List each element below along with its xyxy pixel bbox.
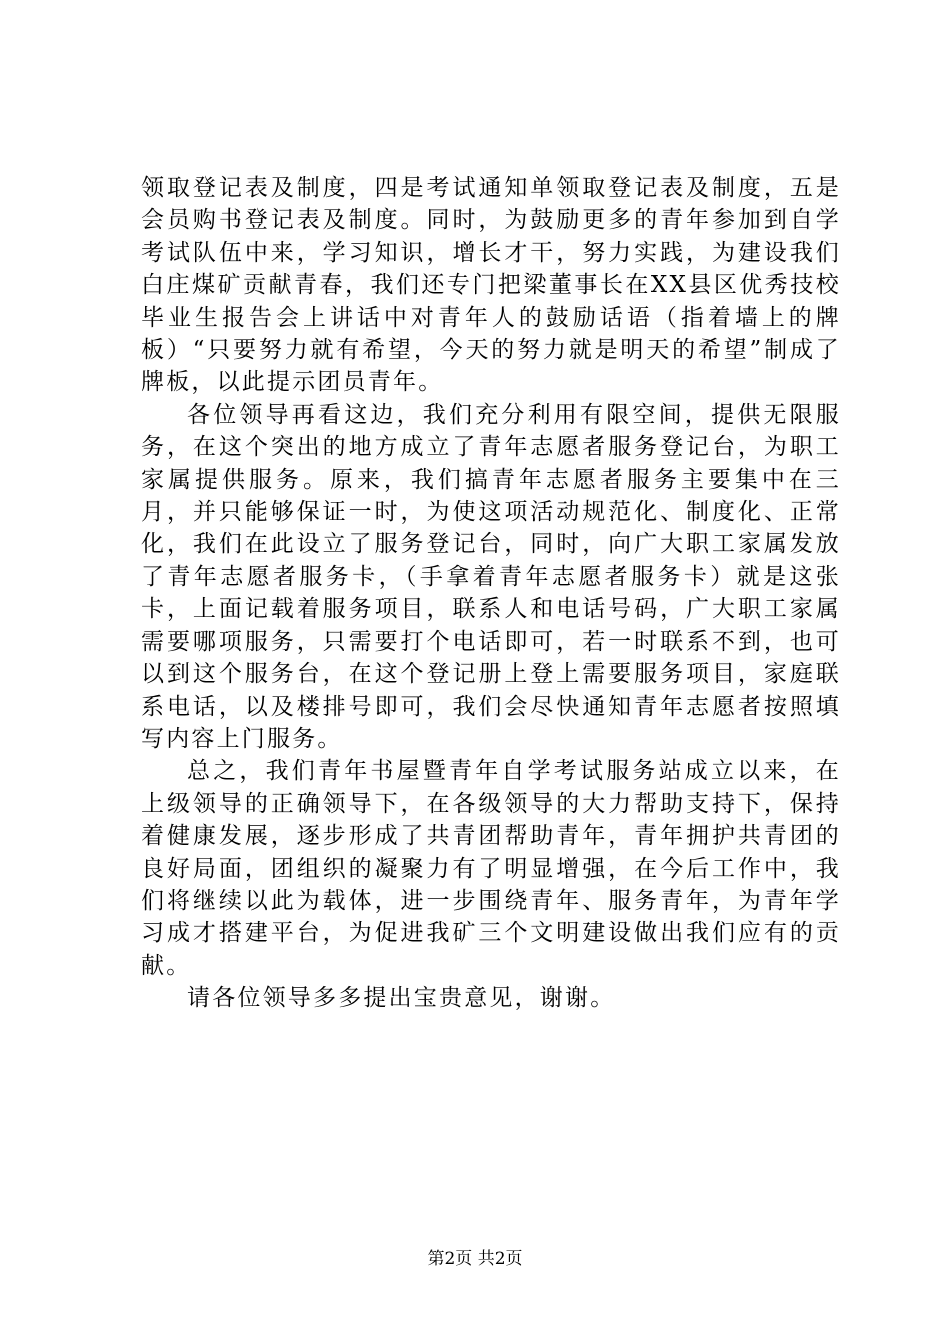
paragraph-4: 请各位领导多多提出宝贵意见，谢谢。: [187, 985, 616, 1012]
paragraph-2: 各位领导再看这边，我们充分利用有限空间，提供无限服务，在这个突出的地方成立了青年志愿者服务登记台，为职工家属提供服务。原来，我们搞青年志愿者服务主要集中在三月，并只能够保证一时，为使这项活动规范化、制度化、正常化，我们在此设立了服务登记台，同时，向广大职工家属发放了青年志愿者服务卡，（手拿着青年志愿者服务卡）就是这张卡，上面记载着服务项目，联系人和电话号码，广大职工家属需要哪项服务，只需要打个电话即可，若一时联系不到，也可以到这个服务台，在这个登记册上登上需要服务项目，家庭联系电话，以及楼排号即可，我们会尽快通知青年志愿者按照填写内容上门服务。: [141, 401, 841, 752]
document-body: [141, 172, 841, 1015]
paragraph-3: 总之，我们青年书屋暨青年自学考试服务站成立以来，在上级领导的正确领导下，在各级领导的大力帮助支持下，保持着健康发展，逐步形成了共青团帮助青年，青年拥护共青团的良好局面，团组织的凝聚力有了明显增强，在今后工作中，我们将继续以此为载体，进一步围绕青年、服务青年，为青年学习成才搭建平台，为促进我矿三个文明建设做出我们应有的贡献。: [141, 758, 841, 979]
paragraph-1: 领取登记表及制度，四是考试通知单领取登记表及制度，五是会员购书登记表及制度。同时，为鼓励更多的青年参加到自学考试队伍中来，学习知识，增长才干，努力实践，为建设我们白庄煤矿贡献青春，我们还专门把梁董事长在XX县区优秀技校毕业生报告会上讲话中对青年人的鼓励话语（指着墙上的牌板）“只要努力就有希望，今天的努力就是明天的希望”制成了牌板，以此提示团员青年。: [141, 175, 841, 396]
page-number-label: 第2页 共2页: [427, 1249, 523, 1269]
page-footer: [0, 1244, 950, 1269]
